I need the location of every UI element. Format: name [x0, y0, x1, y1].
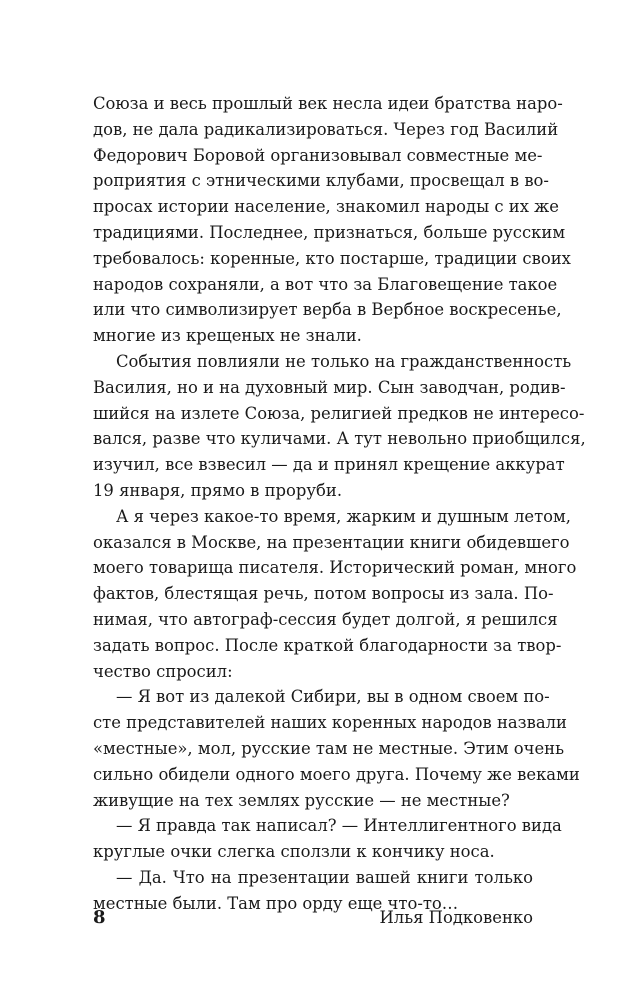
- text-line: А я через какое-то время, жарким и душным летом,: [116, 506, 572, 526]
- text-line: просах истории население, знакомил народы с их же: [93, 197, 559, 217]
- text-line: дов, не дала радикализироваться. Через год Василий: [93, 119, 559, 139]
- text-line: местные были. Там про орду еще что-то…: [93, 893, 459, 913]
- text-line: — Да. Что на презентации вашей книги только: [116, 867, 533, 887]
- text-line: Василия, но и на духовный мир. Сын заводчан, родив-: [93, 377, 566, 397]
- text-line: Федорович Боровой организовывал совместные ме-: [93, 145, 543, 165]
- text-line: — Я правда так написал? — Интеллигентного вида: [116, 816, 562, 836]
- text-line: «местные», мол, русские там не местные. Этим очень: [93, 738, 565, 758]
- text-line: изучил, все взвесил — да и принял крещение аккурат: [93, 455, 565, 475]
- text-line: роприятия с этническими клубами, просвещал в во-: [93, 171, 549, 191]
- text-line: — Я вот из далекой Сибири, вы в одном своем по-: [116, 687, 550, 707]
- text-line: Союза и весь прошлый век несла идеи братства наро-: [93, 94, 563, 113]
- text-line: чество спросил:: [93, 661, 233, 681]
- text-line: традициями. Последнее, признаться, больше русским: [93, 222, 566, 242]
- text-line: задать вопрос. После краткой благодарности за твор-: [93, 635, 562, 655]
- text-line: вался, разве что куличами. А тут невольно приобщился,: [93, 429, 586, 449]
- text-line: фактов, блестящая речь, потом вопросы из зала. По-: [93, 584, 554, 604]
- text-line: сильно обидели одного моего друга. Почему же веками: [93, 764, 580, 784]
- page-number: 8: [93, 907, 106, 928]
- text-line: народов сохраняли, а вот что за Благовещение такое: [93, 274, 558, 294]
- text-line: сте представителей наших коренных народов назвали: [93, 713, 567, 733]
- text-line: или что символизирует верба в Вербное воскресенье,: [93, 300, 562, 320]
- text-line: многие из крещеных не знали.: [93, 326, 362, 346]
- body-text: [93, 91, 586, 917]
- text-line: 19 января, прямо в проруби.: [93, 480, 343, 500]
- text-line: живущие на тех землях русские — не местные?: [93, 790, 510, 810]
- text-line: шийся на излете Союза, религией предков не интересо-: [93, 403, 585, 423]
- text-line: требовалось: коренные, кто постарше, традиции своих: [93, 248, 571, 268]
- text-line: События повлияли не только на гражданственность: [116, 351, 572, 371]
- running-author: Илья Подковенко: [379, 908, 533, 927]
- text-line: круглые очки слегка сползли к кончику носа.: [93, 842, 495, 862]
- text-line: нимая, что автограф-сессия будет долгой, я решился: [93, 609, 558, 629]
- text-line: оказался в Москве, на презентации книги обидевшего: [93, 532, 570, 552]
- text-line: моего товарища писателя. Исторический роман, много: [93, 558, 577, 578]
